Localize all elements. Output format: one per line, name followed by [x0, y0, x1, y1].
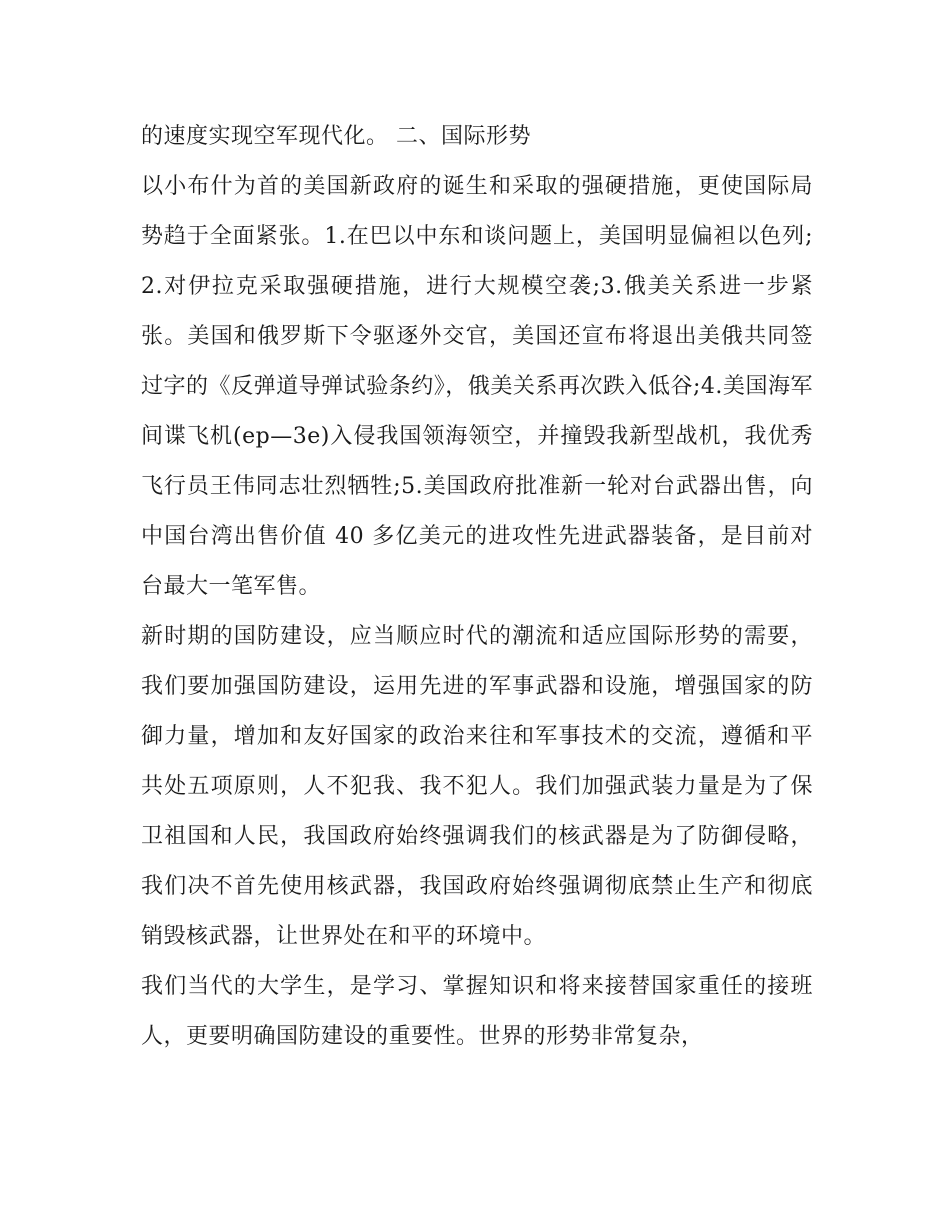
paragraph-3: 新时期的国防建设，应当顺应时代的潮流和适应国际形势的需要，我们要加强国防建设，运用先进的军事武器和设施，增强国家的防御力量，增加和友好国家的政治来往和军事技术的交流，遵循和平共处五项原则，人不犯我、我不犯人。我们加强武装力量是为了保卫祖国和人民，我国政府始终强调我们的核武器是为了防御侵略，我们决不首先使用核武器，我国政府始终强调彻底禁止生产和彻底销毁核武器，让世界处在和平的环境中。: [141, 624, 813, 949]
document-body: [141, 112, 813, 1062]
paragraph-2: 以小布什为首的美国新政府的诞生和采取的强硬措施，更使国际局势趋于全面紧张。1.在巴以中东和谈问题上，美国明显偏袒以色列;2.对伊拉克采取强硬措施，进行大规模空袭;3.俄美关系进一步紧张。美国和俄罗斯下令驱逐外交官，美国还宣布将退出美俄共同签过字的《反弹道导弹试验条约》，俄美关系再次跌入低谷;4.美国海军间谍飞机(ep—3e)入侵我国领海领空，并撞毁我新型战机，我优秀飞行员王伟同志壮烈牺牲;5.美国政府批准新一轮对台武器出售，向中国台湾出售价值 40 多亿美元的进攻性先进武器装备，是目前对台最大一笔军售。: [141, 174, 813, 599]
paragraph-1: 的速度实现空军现代化。 二、国际形势: [141, 124, 531, 149]
paragraph-4: 我们当代的大学生，是学习、掌握知识和将来接替国家重任的接班人，更要明确国防建设的重要性。世界的形势非常复杂，: [141, 974, 813, 1049]
